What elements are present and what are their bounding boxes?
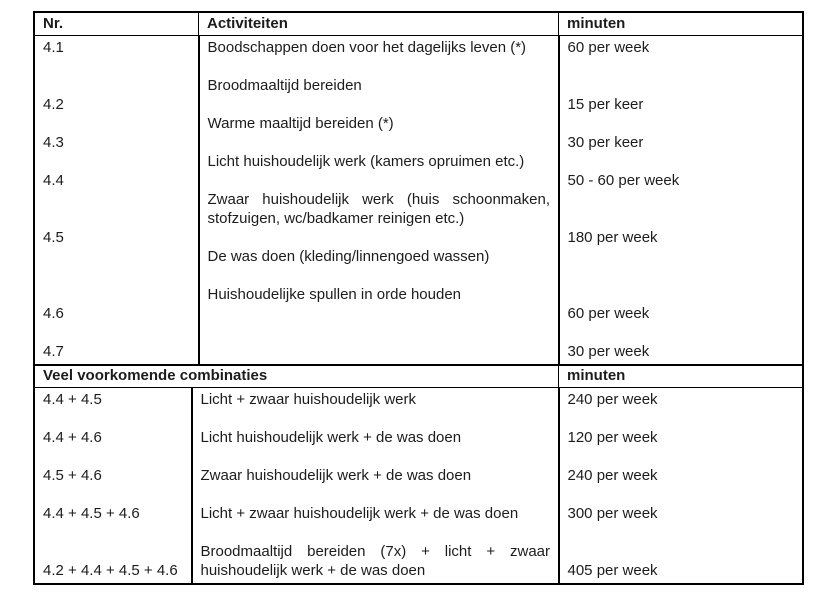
activity-cell (191, 523, 558, 542)
nr-cell (35, 190, 198, 209)
column-divider (558, 388, 560, 583)
header-cell-nr: Nr. (43, 15, 64, 32)
nr-cell: 4.4 + 4.5 + 4.6 (43, 505, 140, 522)
minutes-cell: 240 per week (567, 467, 658, 484)
activity-cell (198, 342, 558, 361)
table-line-row (35, 542, 802, 561)
table-line-row (35, 152, 802, 171)
minutes-cell (558, 247, 802, 266)
nr-cell (35, 409, 191, 428)
activity-cell: Licht + zwaar huishoudelijk werk (200, 391, 417, 408)
activity-cell: Huishoudelijke spullen in orde houden (207, 286, 462, 303)
table-line-row (35, 447, 802, 466)
minutes-cell (558, 76, 802, 95)
activity-cell: Licht huishoudelijk werk (kamers opruimen etc.) (207, 153, 525, 170)
table-line-row (35, 95, 802, 114)
nr-cell: 4.2 (43, 96, 64, 113)
nr-cell: 4.1 (43, 39, 64, 56)
minutes-cell: 240 per week (567, 391, 658, 408)
nr-cell (35, 266, 198, 285)
table-line-row (35, 561, 802, 580)
minutes-cell (558, 409, 802, 428)
minutes-cell: 30 per keer (567, 134, 644, 151)
nr-cell (35, 247, 198, 266)
nr-cell (35, 447, 191, 466)
nr-cell: 4.4 (43, 172, 64, 189)
activity-cell: Zwaar huishoudelijk werk (huis schoonmaken, (207, 191, 550, 208)
nr-cell: 4.5 (43, 229, 64, 246)
activity-cell (191, 409, 558, 428)
activities-body (35, 36, 802, 364)
minutes-cell (558, 323, 802, 342)
table-line-row (35, 390, 802, 409)
activity-cell (198, 171, 558, 190)
table-line-row (35, 171, 802, 190)
table-line-row (35, 133, 802, 152)
table-line-row (35, 38, 802, 57)
nr-cell (35, 209, 198, 228)
minutes-cell (558, 152, 802, 171)
minutes-cell (558, 57, 802, 76)
minutes-cell: 405 per week (567, 562, 658, 579)
activity-cell: Broodmaaltijd bereiden (7x) + licht + zwaar (200, 543, 550, 560)
minutes-cell (558, 447, 802, 466)
nr-cell (35, 323, 198, 342)
nr-cell (35, 542, 191, 561)
nr-cell: 4.2 + 4.4 + 4.5 + 4.6 (43, 562, 178, 579)
minutes-cell (558, 190, 802, 209)
table-line-row (35, 466, 802, 485)
activity-cell: Zwaar huishoudelijk werk + de was doen (200, 467, 472, 484)
table-line-row (35, 228, 802, 247)
table-line-row (35, 504, 802, 523)
minutes-cell (558, 285, 802, 304)
minutes-cell: 15 per keer (567, 96, 644, 113)
minutes-cell (558, 542, 802, 561)
minutes-cell: 50 - 60 per week (567, 172, 680, 189)
activity-cell: Boodschappen doen voor het dagelijks leven (*) (207, 39, 527, 56)
header-cell-minuten: minuten (558, 13, 802, 35)
minutes-cell (558, 114, 802, 133)
table-line-row (35, 485, 802, 504)
nr-cell: 4.3 (43, 134, 64, 151)
nr-cell: 4.5 + 4.6 (43, 467, 102, 484)
activity-cell (198, 228, 558, 247)
nr-cell (35, 114, 198, 133)
table-line-row (35, 304, 802, 323)
activity-cell: Licht huishoudelijk werk + de was doen (200, 429, 462, 446)
combinations-body (35, 388, 802, 583)
activity-cell (198, 57, 558, 76)
activity-cell: Broodmaaltijd bereiden (207, 77, 362, 94)
table-line-row (35, 323, 802, 342)
activity-cell (198, 95, 558, 114)
minutes-cell (558, 523, 802, 542)
header-cell-activiteiten: Activiteiten (198, 13, 558, 35)
activity-cell: De was doen (kleding/linnengoed wassen) (207, 248, 490, 265)
table-line-row (35, 247, 802, 266)
minutes-cell (558, 266, 802, 285)
table-line-row (35, 190, 802, 209)
column-divider (191, 388, 193, 583)
activity-cell (191, 485, 558, 504)
table-line-row (35, 285, 802, 304)
table-line-row (35, 57, 802, 76)
nr-cell (35, 152, 198, 171)
column-divider (198, 36, 200, 364)
table-line-row (35, 209, 802, 228)
column-divider (558, 36, 560, 364)
nr-cell (35, 76, 198, 95)
activity-cell (198, 323, 558, 342)
table-line-row (35, 523, 802, 542)
minutes-cell (558, 209, 802, 228)
minutes-cell: 60 per week (567, 305, 650, 322)
activity-cell (198, 266, 558, 285)
table-line-row (35, 114, 802, 133)
activity-cell (198, 133, 558, 152)
combinations-header-label: Veel voorkomende combinaties (43, 367, 268, 384)
minutes-cell: 30 per week (567, 343, 650, 360)
table-line-row (35, 428, 802, 447)
nr-cell (35, 485, 191, 504)
activities-norm-table (33, 11, 804, 585)
activity-cell: Licht + zwaar huishoudelijk werk + de was doen (200, 505, 519, 522)
activity-cell (198, 304, 558, 323)
minutes-cell (558, 485, 802, 504)
minutes-cell: 180 per week (567, 229, 658, 246)
nr-cell: 4.6 (43, 305, 64, 322)
nr-cell (35, 285, 198, 304)
combinations-header-row (35, 364, 802, 388)
activity-cell: Warme maaltijd bereiden (*) (207, 115, 394, 132)
activity-cell: huishoudelijk werk + de was doen (200, 562, 426, 579)
activity-cell (191, 447, 558, 466)
activity-cell: stofzuigen, wc/badkamer reinigen etc.) (207, 210, 465, 227)
nr-cell: 4.7 (43, 343, 64, 360)
combinations-header-minuten: minuten (558, 366, 802, 387)
nr-cell: 4.4 + 4.5 (43, 391, 102, 408)
nr-cell (35, 57, 198, 76)
table-line-row (35, 409, 802, 428)
nr-cell: 4.4 + 4.6 (43, 429, 102, 446)
nr-cell (35, 523, 191, 542)
table-line-row (35, 266, 802, 285)
minutes-cell: 60 per week (567, 39, 650, 56)
table-line-row (35, 76, 802, 95)
minutes-cell: 300 per week (567, 505, 658, 522)
header-row (35, 13, 802, 36)
minutes-cell: 120 per week (567, 429, 658, 446)
table-line-row (35, 342, 802, 361)
